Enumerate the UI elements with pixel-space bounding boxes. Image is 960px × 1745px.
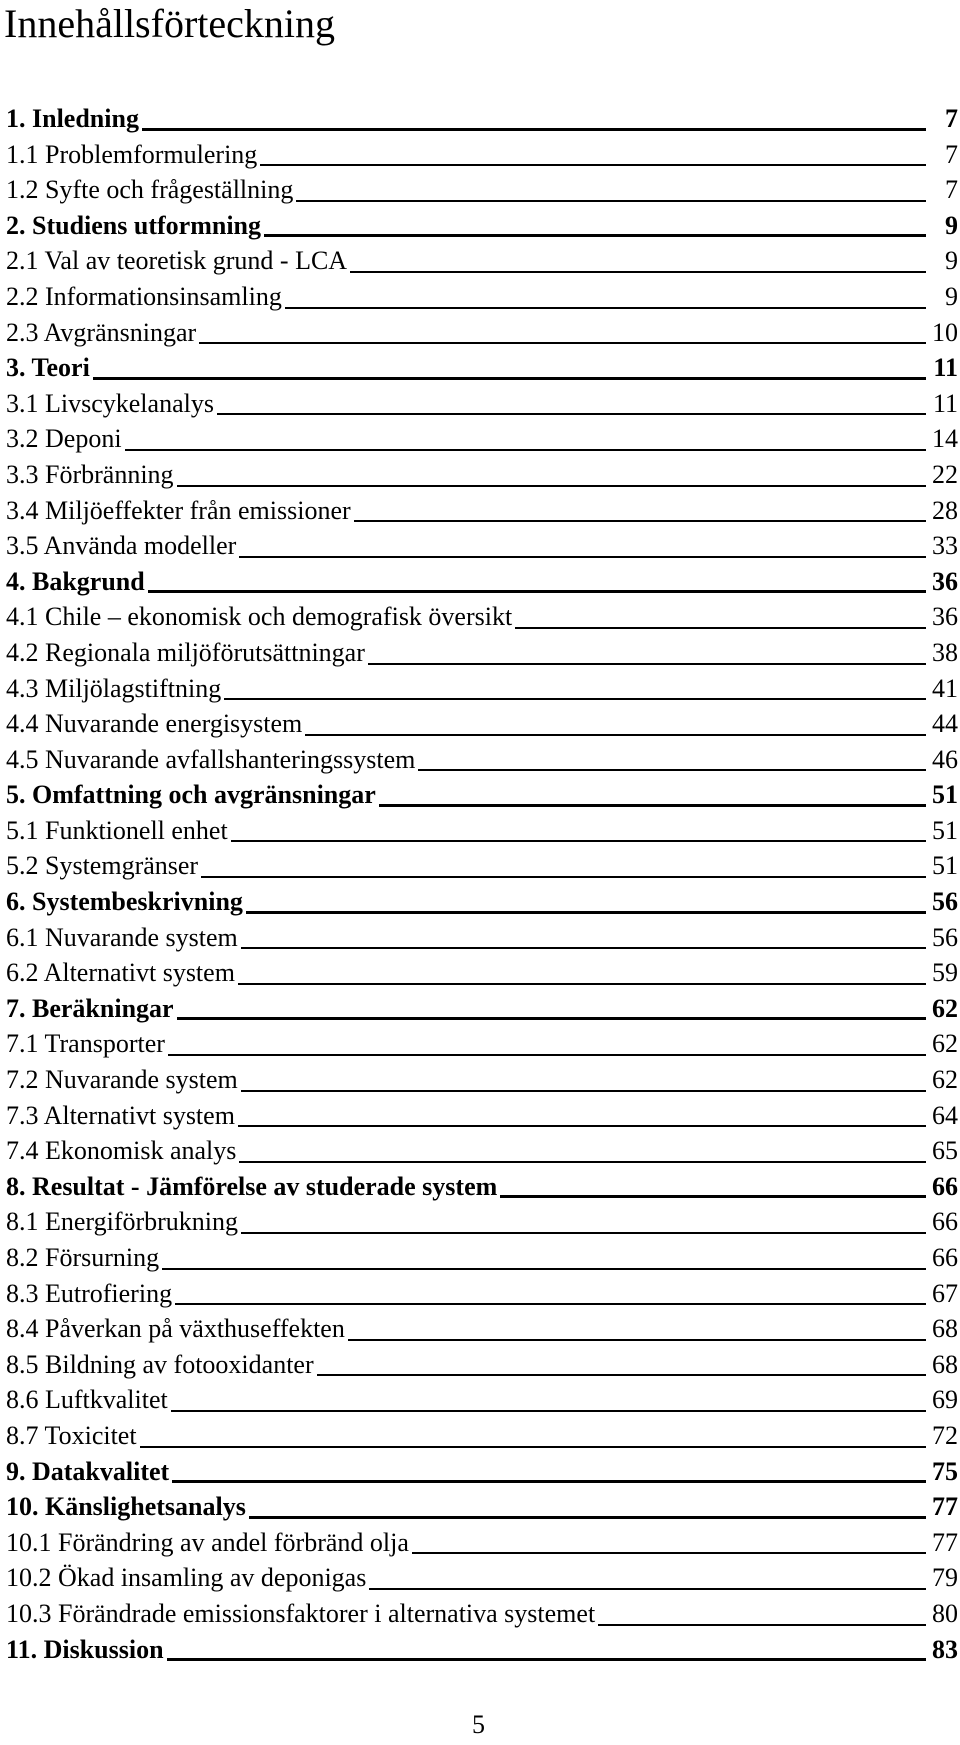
toc-section-entry[interactable] <box>6 1063 958 1099</box>
toc-leader-line <box>241 947 926 949</box>
toc-entry-page: 66 <box>932 1207 958 1237</box>
toc-leader-line <box>249 1516 926 1519</box>
toc-section-entry[interactable] <box>6 849 958 885</box>
toc-entry-label: 2.1 Val av teoretisk grund - LCA <box>6 246 348 276</box>
toc-entry-label: 5. Omfattning och avgränsningar <box>6 780 376 810</box>
toc-entry-label: 3.5 Använda modeller <box>6 531 237 561</box>
toc-leader-line <box>369 1588 926 1590</box>
toc-entry-page: 77 <box>932 1527 958 1557</box>
toc-entry-page: 44 <box>932 709 958 739</box>
toc-chapter-entry[interactable] <box>6 351 958 387</box>
toc-entry-label: 8.5 Bildning av fotooxidanter <box>6 1349 314 1379</box>
toc-section-entry[interactable] <box>6 1277 958 1313</box>
toc-section-entry[interactable] <box>6 138 958 174</box>
toc-chapter-entry[interactable] <box>6 1490 958 1526</box>
toc-entry-page: 65 <box>932 1136 958 1166</box>
toc-section-entry[interactable] <box>6 600 958 636</box>
toc-section-entry[interactable] <box>6 280 958 316</box>
toc-entry-label: 2.3 Avgränsningar <box>6 317 197 347</box>
toc-entry-label: 10.1 Förändring av andel förbränd olja <box>6 1527 409 1557</box>
toc-leader-line <box>177 485 926 487</box>
toc-leader-line <box>201 876 926 878</box>
toc-section-entry[interactable] <box>6 1241 958 1277</box>
toc-entry-label: 8.7 Toxicitet <box>6 1420 137 1450</box>
toc-section-entry[interactable] <box>6 387 958 423</box>
toc-leader-line <box>379 804 926 807</box>
toc-chapter-entry[interactable] <box>6 102 958 138</box>
toc-section-entry[interactable] <box>6 316 958 352</box>
toc-entry-page: 62 <box>932 993 958 1023</box>
toc-chapter-entry[interactable] <box>6 1633 958 1669</box>
toc-section-entry[interactable] <box>6 494 958 530</box>
toc-leader-line <box>172 1480 926 1483</box>
toc-entry-page: 72 <box>932 1420 958 1450</box>
toc-entry-page: 36 <box>932 566 958 596</box>
toc-leader-line <box>162 1268 926 1270</box>
toc-entry-page: 67 <box>932 1278 958 1308</box>
page-number: 5 <box>472 1710 485 1739</box>
toc-entry-page: 7 <box>945 104 958 133</box>
toc-section-entry[interactable] <box>6 707 958 743</box>
toc-section-entry[interactable] <box>6 1027 958 1063</box>
toc-entry-page: 36 <box>932 602 958 632</box>
toc-chapter-entry[interactable] <box>6 1170 958 1206</box>
toc-entry-label: 10.3 Förändrade emissionsfaktorer i alternativa systemet <box>6 1598 596 1628</box>
toc-leader-line <box>239 556 926 558</box>
toc-leader-line <box>317 1374 926 1376</box>
toc-section-entry[interactable] <box>6 244 958 280</box>
toc-entry-label: 4.4 Nuvarande energisystem <box>6 709 303 739</box>
toc-leader-line <box>350 271 926 273</box>
toc-entry-label: 6.2 Alternativt system <box>6 958 235 988</box>
toc-entry-page: 41 <box>932 673 958 703</box>
toc-leader-line <box>515 627 926 629</box>
toc-leader-line <box>168 1054 926 1056</box>
toc-leader-line <box>354 520 926 522</box>
toc-leader-line <box>296 200 926 202</box>
toc-entry-label: 4.1 Chile – ekonomisk och demografisk översikt <box>6 602 513 632</box>
toc-entry-page: 56 <box>932 887 958 917</box>
toc-leader-line <box>167 1658 926 1661</box>
toc-section-entry[interactable] <box>6 1597 958 1633</box>
toc-section-entry[interactable] <box>6 814 958 850</box>
toc-section-entry[interactable] <box>6 1205 958 1241</box>
toc-entry-page: 75 <box>932 1456 958 1486</box>
toc-entry-page: 77 <box>932 1492 958 1522</box>
toc-entry-page: 62 <box>932 1065 958 1095</box>
toc-leader-line <box>241 1090 926 1092</box>
page-title: Innehållsförteckning <box>4 1 335 46</box>
toc-chapter-entry[interactable] <box>6 1455 958 1491</box>
toc-entry-page: 7 <box>945 139 958 169</box>
toc-entry-page: 9 <box>945 210 958 240</box>
toc-entry-page: 68 <box>932 1314 958 1344</box>
toc-leader-line <box>418 769 926 771</box>
toc-chapter-entry[interactable] <box>6 992 958 1028</box>
toc-entry-label: 11. Diskussion <box>6 1634 164 1664</box>
toc-entry-page: 80 <box>932 1598 958 1628</box>
toc-entry-page: 79 <box>932 1563 958 1593</box>
toc-section-entry[interactable] <box>6 672 958 708</box>
toc-leader-line <box>175 1303 926 1305</box>
toc-entry-page: 66 <box>932 1243 958 1272</box>
toc-leader-line <box>598 1624 926 1626</box>
toc-section-entry[interactable] <box>6 921 958 957</box>
toc-entry-page: 9 <box>945 281 958 311</box>
toc-entry-label: 6. Systembeskrivning <box>6 887 243 917</box>
toc-leader-line <box>224 698 926 700</box>
toc-leader-line <box>238 1125 926 1127</box>
toc-entry-label: 7.1 Transporter <box>6 1029 165 1059</box>
toc-entry-label: 8.6 Luftkvalitet <box>6 1385 168 1415</box>
toc-section-entry[interactable] <box>6 1134 958 1170</box>
toc-section-entry[interactable] <box>6 1419 958 1455</box>
toc-entry-label: 3.4 Miljöeffekter från emissioner <box>6 495 351 525</box>
toc-entry-label: 2.2 Informationsinsamling <box>6 281 282 311</box>
toc-leader-line <box>93 377 926 380</box>
toc-entry-label: 8.2 Försurning <box>6 1243 160 1272</box>
toc-entry-label: 3. Teori <box>6 353 90 383</box>
toc-entry-page: 28 <box>932 495 958 525</box>
toc-entry-page: 64 <box>932 1100 958 1130</box>
toc-leader-line <box>348 1339 926 1341</box>
toc-section-entry[interactable] <box>6 458 958 494</box>
toc-section-entry[interactable] <box>6 956 958 992</box>
toc-section-entry[interactable] <box>6 1099 958 1135</box>
toc-entry-page: 51 <box>932 780 958 810</box>
toc-section-entry[interactable] <box>6 743 958 779</box>
toc-section-entry[interactable] <box>6 173 958 209</box>
toc-entry-page: 66 <box>932 1171 958 1201</box>
toc-entry-page: 9 <box>945 246 958 276</box>
toc-leader-line <box>140 1446 926 1448</box>
toc-section-entry[interactable] <box>6 1561 958 1597</box>
toc-leader-line <box>260 164 926 166</box>
toc-leader-line <box>239 1161 926 1163</box>
toc-entry-label: 4.2 Regionala miljöförutsättningar <box>6 637 365 667</box>
toc-entry-label: 7.2 Nuvarande system <box>6 1065 238 1095</box>
toc-entry-label: 1.1 Problemformulering <box>6 139 258 169</box>
toc-leader-line <box>285 307 926 309</box>
toc-entry-label: 2. Studiens utformning <box>6 210 261 240</box>
toc-entry-page: 62 <box>932 1029 958 1059</box>
toc-entry-page: 38 <box>932 637 958 667</box>
toc-leader-line <box>231 840 926 842</box>
toc-leader-line <box>142 128 926 131</box>
toc-entry-label: 5.1 Funktionell enhet <box>6 815 228 845</box>
toc-entry-label: 4.3 Miljölagstiftning <box>6 673 222 703</box>
table-of-contents <box>6 102 958 1668</box>
toc-section-entry[interactable] <box>6 1526 958 1562</box>
toc-entry-label: 3.2 Deponi <box>6 424 122 454</box>
toc-entry-page: 59 <box>932 958 958 988</box>
toc-chapter-entry[interactable] <box>6 565 958 601</box>
toc-entry-page: 51 <box>932 815 958 845</box>
toc-leader-line <box>246 911 926 914</box>
toc-entry-label: 7.3 Alternativt system <box>6 1100 235 1130</box>
toc-section-entry[interactable] <box>6 529 958 565</box>
toc-leader-line <box>500 1195 926 1198</box>
toc-leader-line <box>264 234 926 237</box>
toc-leader-line <box>412 1552 926 1554</box>
toc-entry-label: 7.4 Ekonomisk analys <box>6 1136 237 1166</box>
toc-entry-page: 10 <box>932 317 958 347</box>
toc-entry-label: 10. Känslighetsanalys <box>6 1492 246 1522</box>
toc-entry-label: 4.5 Nuvarande avfallshanteringssystem <box>6 744 416 774</box>
toc-section-entry[interactable] <box>6 422 958 458</box>
toc-entry-label: 4. Bakgrund <box>6 566 145 596</box>
toc-entry-label: 9. Datakvalitet <box>6 1456 170 1486</box>
toc-leader-line <box>171 1410 926 1412</box>
toc-leader-line <box>148 590 926 593</box>
toc-entry-page: 11 <box>932 388 958 418</box>
toc-entry-page: 69 <box>932 1385 958 1415</box>
toc-entry-label: 8.1 Energiförbrukning <box>6 1207 239 1237</box>
toc-entry-page: 11 <box>933 353 958 383</box>
toc-entry-label: 8.4 Påverkan på växthuseffekten <box>6 1314 345 1344</box>
toc-chapter-entry[interactable] <box>6 885 958 921</box>
toc-section-entry[interactable] <box>6 636 958 672</box>
toc-leader-line <box>238 983 926 985</box>
toc-entry-label: 1.2 Syfte och frågeställning <box>6 175 294 205</box>
toc-entry-page: 68 <box>932 1349 958 1379</box>
toc-section-entry[interactable] <box>6 1383 958 1419</box>
toc-entry-label: 8.3 Eutrofiering <box>6 1278 173 1308</box>
toc-entry-label: 3.3 Förbränning <box>6 459 174 489</box>
toc-entry-label: 7. Beräkningar <box>6 993 174 1023</box>
toc-entry-label: 6.1 Nuvarande system <box>6 922 238 952</box>
toc-leader-line <box>125 449 926 451</box>
toc-entry-page: 14 <box>932 424 958 454</box>
toc-section-entry[interactable] <box>6 1312 958 1348</box>
toc-entry-label: 8. Resultat - Jämförelse av studerade system <box>6 1171 498 1201</box>
toc-leader-line <box>368 663 926 665</box>
toc-entry-page: 83 <box>932 1634 958 1664</box>
toc-entry-label: 1. Inledning <box>6 104 139 133</box>
toc-leader-line <box>217 413 926 415</box>
toc-chapter-entry[interactable] <box>6 209 958 245</box>
toc-entry-page: 46 <box>932 744 958 774</box>
toc-entry-page: 56 <box>932 922 958 952</box>
toc-entry-label: 3.1 Livscykelanalys <box>6 388 214 418</box>
toc-section-entry[interactable] <box>6 1348 958 1384</box>
toc-leader-line <box>199 342 926 344</box>
toc-entry-page: 51 <box>932 851 958 881</box>
toc-entry-page: 33 <box>932 531 958 561</box>
toc-entry-page: 22 <box>932 459 958 489</box>
toc-entry-page: 7 <box>945 175 958 205</box>
toc-leader-line <box>177 1017 926 1020</box>
toc-entry-label: 5.2 Systemgränser <box>6 851 199 881</box>
toc-entry-label: 10.2 Ökad insamling av deponigas <box>6 1563 367 1593</box>
toc-chapter-entry[interactable] <box>6 778 958 814</box>
toc-leader-line <box>305 734 926 736</box>
toc-leader-line <box>241 1232 926 1234</box>
